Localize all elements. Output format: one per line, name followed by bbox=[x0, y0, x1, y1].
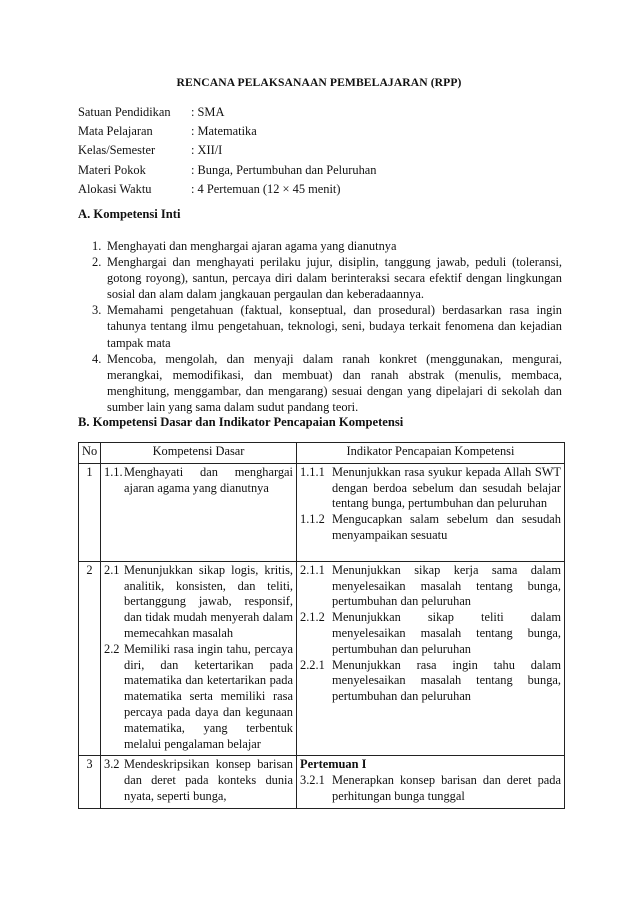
indicator-cell bbox=[297, 756, 565, 808]
table-row bbox=[79, 561, 565, 756]
meeting-heading: Pertemuan I bbox=[300, 757, 367, 772]
table-row bbox=[79, 756, 565, 808]
header-kd: Kompetensi Dasar bbox=[101, 443, 297, 464]
indicator-text: Menunjukkan rasa ingin tahu dalam menyelesaikan masalah tentang bunga, pertumbuhan dan peluruhan bbox=[332, 657, 561, 704]
table-row bbox=[79, 463, 565, 561]
indicator-number: 2.1.1 bbox=[300, 562, 325, 577]
identity-row bbox=[78, 103, 376, 122]
kd-item bbox=[104, 757, 293, 804]
item-number: 2. bbox=[92, 255, 102, 270]
table-header-row bbox=[79, 443, 565, 464]
kd-item bbox=[104, 465, 293, 497]
identity-label: Alokasi Waktu bbox=[78, 181, 152, 196]
indicator-number: 3.2.1 bbox=[300, 773, 325, 788]
item-number: 1. bbox=[92, 239, 102, 253]
row-number: 2 bbox=[79, 561, 101, 756]
kompetensi-inti-list bbox=[92, 238, 562, 415]
indicator-text: Mengucapkan salam sebelum dan sesudah menyampaikan sesuatu bbox=[332, 512, 561, 542]
identity-row bbox=[78, 161, 376, 180]
kd-cell bbox=[101, 756, 297, 808]
identity-value: : Matematika bbox=[191, 124, 257, 139]
indicator-number: 2.1.2 bbox=[300, 610, 325, 625]
item-text: Menghayati dan menghargai ajaran agama yang dianutnya bbox=[107, 239, 397, 253]
indicator-number: 1.1.2 bbox=[300, 512, 325, 527]
kd-text: Menghayati dan menghargai ajaran agama yang dianutnya bbox=[124, 464, 293, 495]
kd-number: 1.1. bbox=[104, 464, 123, 479]
identity-value: : SMA bbox=[191, 105, 225, 119]
row-number: 3 bbox=[79, 756, 101, 808]
item-text: Menghargai dan menghayati perilaku jujur, disiplin, tanggung jawab, peduli (toleransi, gotong royong), santun, percaya diri dalam berinteraksi secara efektif dengan lingkungan sosial dan alam dalam jangkauan pergaulan dan keberadaannya. bbox=[107, 255, 562, 302]
indicator-cell bbox=[297, 463, 565, 561]
identity-table bbox=[78, 103, 376, 199]
indicator-number: 1.1.1 bbox=[300, 464, 325, 479]
kd-cell bbox=[101, 463, 297, 561]
header-ind: Indikator Pencapaian Kompetensi bbox=[297, 443, 565, 464]
item-text: Mencoba, mengolah, dan menyaji dalam ranah konkret (menggunakan, mengurai, merangkai, memodifikasi, dan membuat) dan ranah abstrak (menulis, membaca, menghitung, menggambar, dan mengarang) sesuai dengan yang dipelajari di sekolah dan sumber lain yang sama dalam sudut pandang teori. bbox=[107, 351, 562, 414]
list-item bbox=[92, 238, 562, 254]
identity-value: : Bunga, Pertumbuhan dan Peluruhan bbox=[191, 162, 377, 177]
identity-label: Kelas/Semester bbox=[78, 143, 156, 158]
kd-number: 2.1 bbox=[104, 562, 120, 577]
indicator-item bbox=[300, 610, 561, 657]
list-item bbox=[92, 351, 562, 415]
indicator-item bbox=[300, 465, 561, 512]
indicator-text: Menunjukkan sikap kerja sama dalam menyelesaikan masalah tentang bunga, pertumbuhan dan peluruhan bbox=[332, 562, 561, 609]
identity-label: Mata Pelajaran bbox=[78, 124, 153, 139]
indicator-item bbox=[300, 512, 561, 544]
kd-text: Mendeskripsikan konsep barisan dan deret pada konteks dunia nyata, seperti bunga, bbox=[124, 757, 293, 803]
indicator-item bbox=[300, 773, 561, 805]
kd-text: Menunjukkan sikap logis, kritis, analitik, konsisten, dan teliti, bertanggung jawab, responsif, dan tidak mudah menyerah dalam memecahkan masalah bbox=[124, 562, 293, 640]
indicator-text: Menunjukkan sikap teliti dalam menyelesaikan masalah tentang bunga, pertumbuhan dan peluruhan bbox=[332, 610, 561, 656]
section-b-heading: B. Kompetensi Dasar dan Indikator Pencapaian Kompetensi bbox=[78, 415, 404, 429]
indicator-item bbox=[300, 563, 561, 610]
indicator-number: 2.2.1 bbox=[300, 657, 325, 672]
row-number: 1 bbox=[79, 463, 101, 561]
section-a-heading: A. Kompetensi Inti bbox=[78, 207, 181, 221]
kd-item bbox=[104, 642, 293, 753]
kd-number: 3.2 bbox=[104, 757, 120, 772]
indicator-text: Menerapkan konsep barisan dan deret pada perhitungan bunga tunggal bbox=[332, 773, 561, 803]
identity-value: : XII/I bbox=[191, 143, 223, 158]
indicator-cell bbox=[297, 561, 565, 756]
indicator-text: Menunjukkan rasa syukur kepada Allah SWT dengan berdoa sebelum dan sesudah belajar tentang bunga, pertumbuhan dan peluruhan bbox=[332, 464, 561, 511]
identity-row bbox=[78, 180, 376, 199]
header-no: No bbox=[79, 443, 101, 464]
identity-label: Materi Pokok bbox=[78, 162, 146, 177]
kd-cell bbox=[101, 561, 297, 756]
identity-label: Satuan Pendidikan bbox=[78, 105, 171, 119]
identity-value: : 4 Pertemuan (12 × 45 menit) bbox=[191, 181, 341, 196]
kompetensi-table bbox=[78, 442, 565, 809]
item-text: Memahami pengetahuan (faktual, konseptual, dan prosedural) berdasarkan rasa ingin tahunya tentang ilmu pengetahuan, teknologi, seni, budaya terkait fenomena dan kejadian tampak mata bbox=[107, 303, 562, 350]
identity-row bbox=[78, 141, 376, 160]
kd-item bbox=[104, 563, 293, 642]
document-title: RENCANA PELAKSANAAN PEMBELAJARAN (RPP) bbox=[176, 76, 462, 89]
indicator-item bbox=[300, 658, 561, 705]
list-item bbox=[92, 302, 562, 350]
kd-text: Memiliki rasa ingin tahu, percaya diri, dan ketertarikan pada matematika dan ketertarikan pada matematika serta memiliki rasa percaya pada daya dan kegunaan matematika, yang terbentuk melalui pengalaman belajar bbox=[124, 641, 293, 751]
list-item bbox=[92, 254, 562, 302]
identity-row bbox=[78, 122, 376, 141]
item-number: 4. bbox=[92, 351, 102, 366]
item-number: 3. bbox=[92, 303, 102, 318]
kd-number: 2.2 bbox=[104, 641, 120, 656]
